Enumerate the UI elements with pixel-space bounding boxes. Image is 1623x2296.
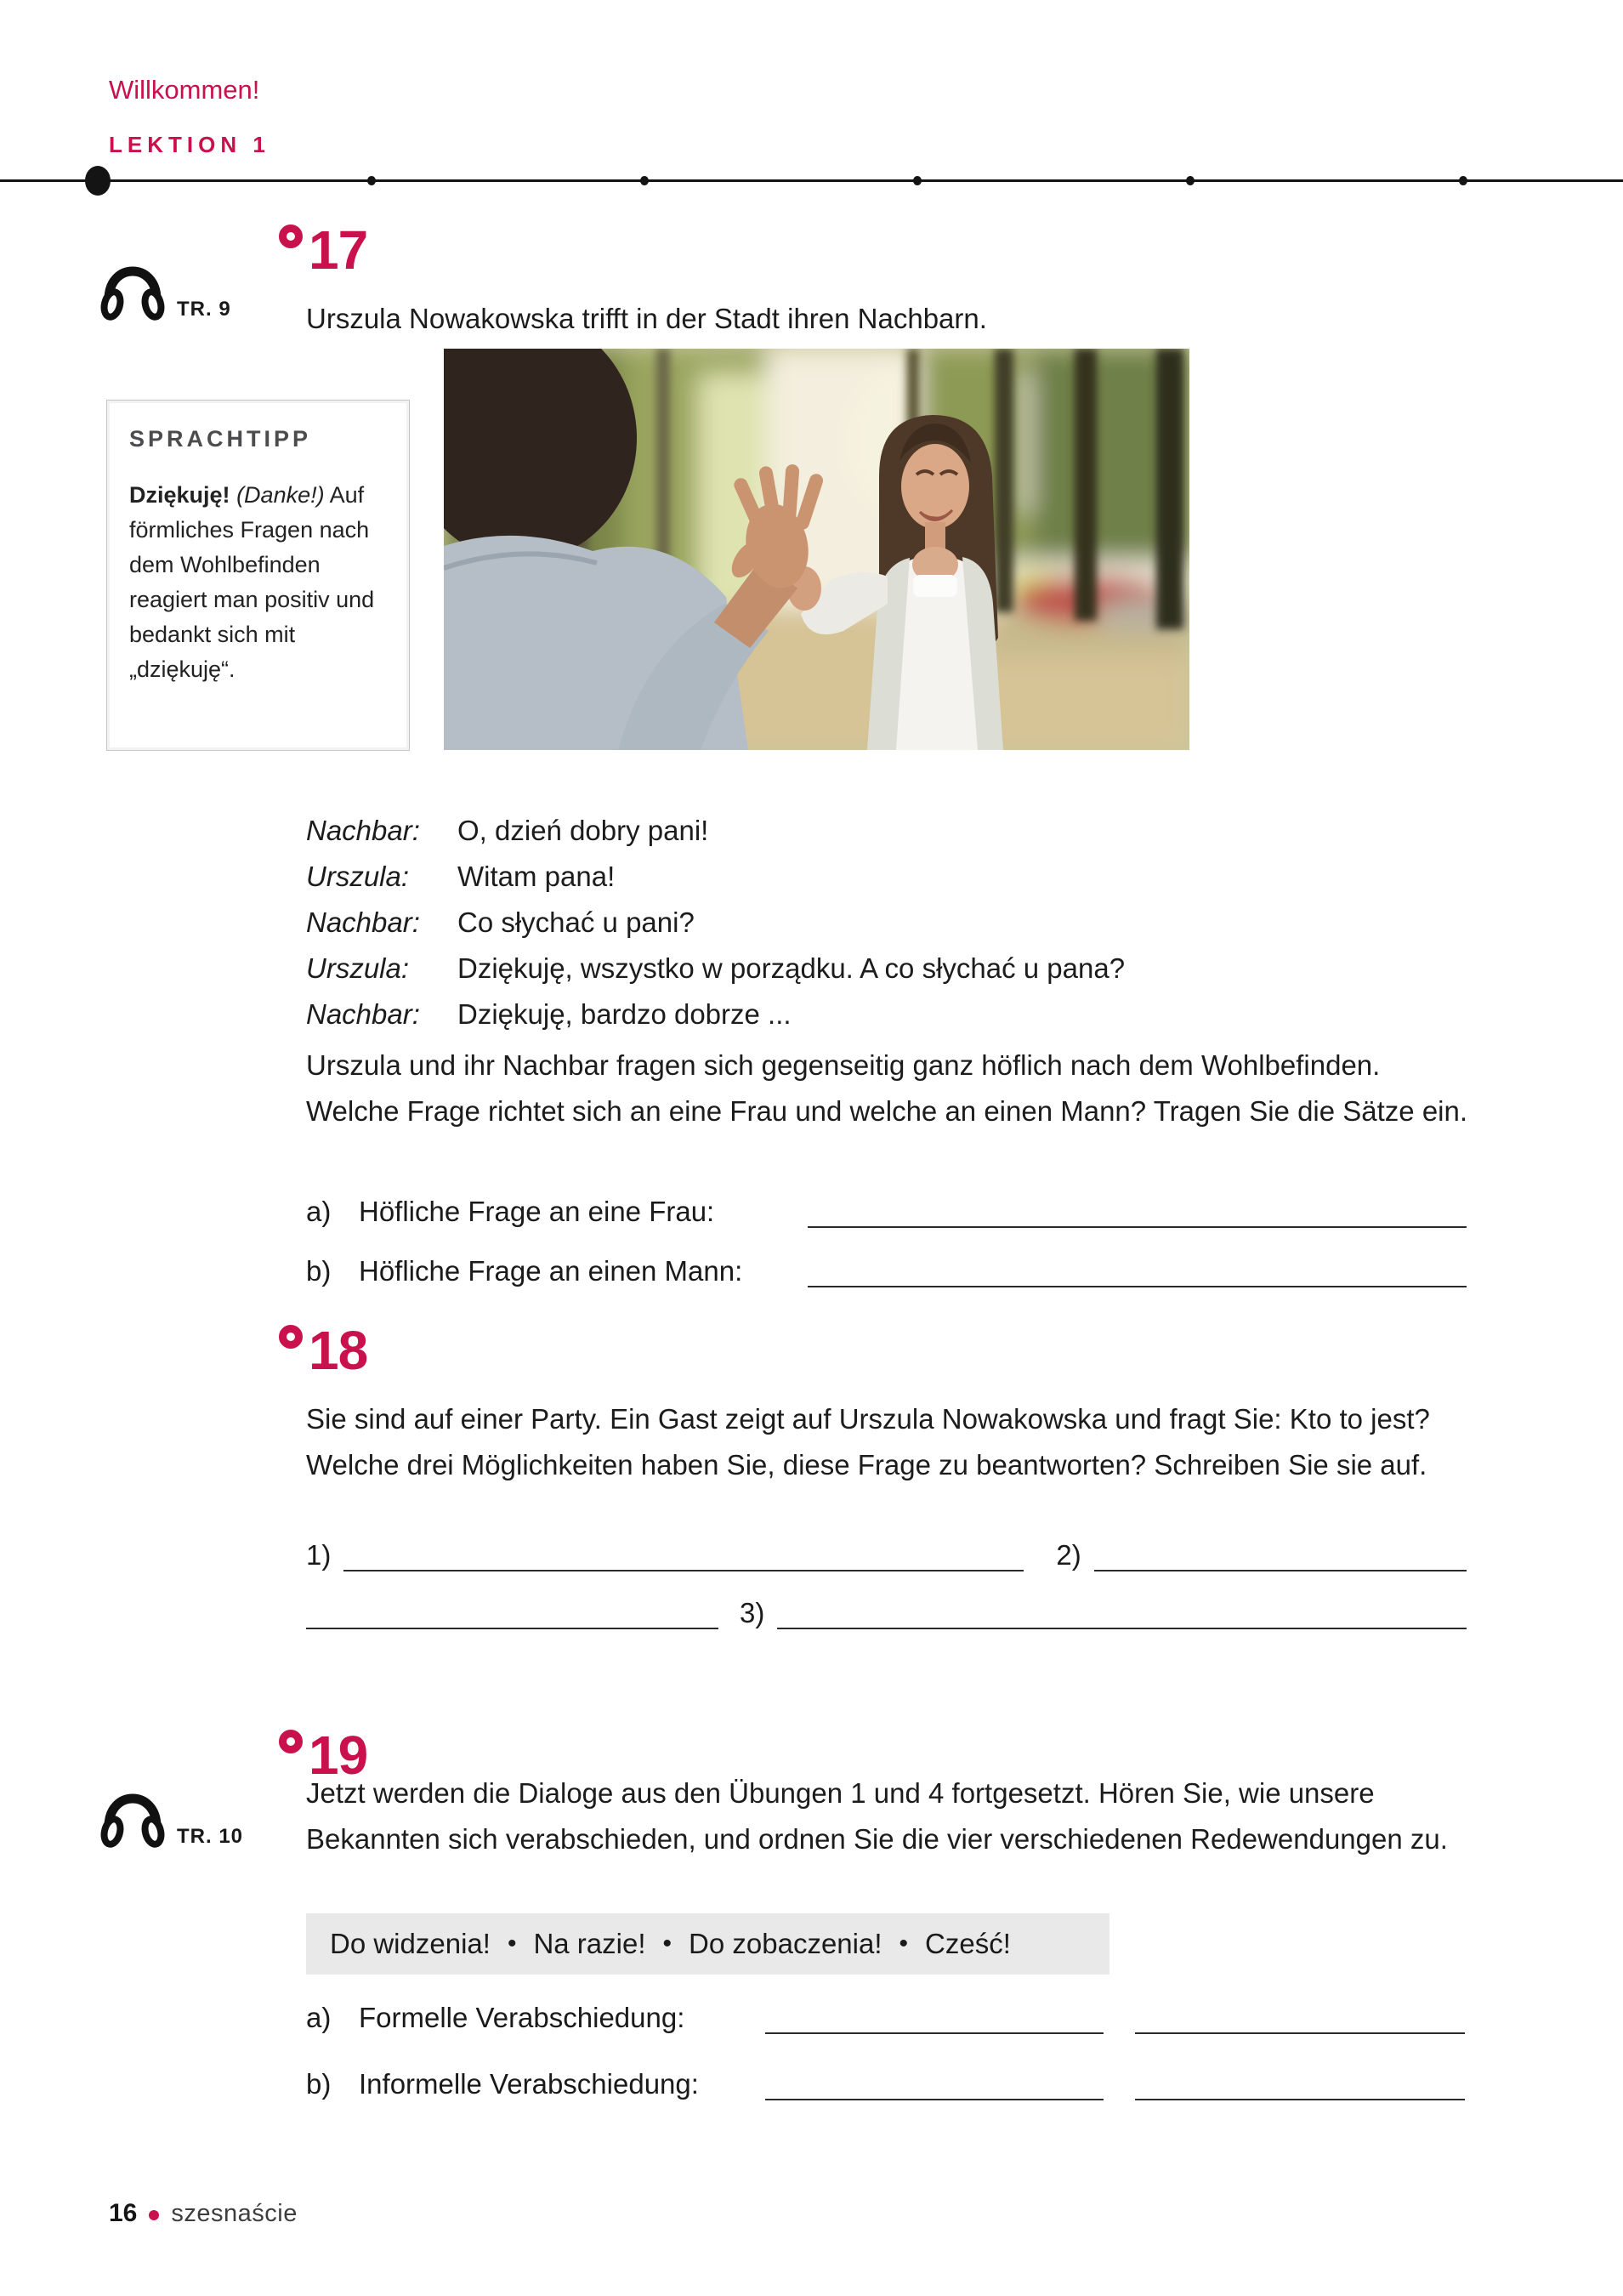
audio-track-9 bbox=[100, 247, 231, 323]
lesson-label: LEKTION 1 bbox=[109, 132, 270, 157]
track-label: TR. 9 bbox=[177, 298, 231, 321]
answer-row-b bbox=[306, 1247, 1467, 1287]
speaker: Nachbar: bbox=[306, 906, 420, 938]
answer-blank-line bbox=[808, 1192, 1467, 1228]
exercise-18-task: Sie sind auf einer Party. Ein Gast zeigt auf Urszula Nowakowska und fragt Sie: Kto to jest? Welche drei Möglichkeiten haben Sie, diese Frage zu beantworten? Schreiben Sie sie auf. bbox=[306, 1403, 1430, 1480]
speaker: Nachbar: bbox=[306, 815, 420, 846]
answer-blank-line bbox=[765, 1998, 1104, 2034]
item-text: Informelle Verabschiedung: bbox=[359, 2068, 699, 2100]
headphones-icon bbox=[100, 1774, 165, 1850]
phrase: Na razie! bbox=[533, 1928, 646, 1959]
exercise-number-text: 19 bbox=[309, 1725, 368, 1786]
rule-big-dot bbox=[85, 166, 111, 196]
answer-blank-line bbox=[808, 1252, 1467, 1287]
item-text: Formelle Verabschiedung: bbox=[359, 2002, 685, 2033]
speaker: Urszula: bbox=[306, 861, 410, 892]
answer-blank-line bbox=[1135, 2065, 1465, 2100]
answer-blank-line bbox=[1135, 1998, 1465, 2034]
exercise-18-number bbox=[279, 1320, 368, 1381]
phrase: Do zobaczenia! bbox=[689, 1928, 882, 1959]
utterance: Dziękuję, bardzo dobrze ... bbox=[457, 998, 792, 1030]
footer-dot-icon bbox=[149, 2210, 159, 2220]
answer-row-a bbox=[306, 1993, 1467, 2034]
exercise-ring-icon bbox=[279, 224, 303, 248]
rule-dot bbox=[1186, 176, 1195, 185]
answer-row-a bbox=[306, 1187, 1467, 1228]
utterance: Witam pana! bbox=[457, 861, 616, 892]
blank-label: 1) bbox=[306, 1539, 332, 1571]
speaker: Nachbar: bbox=[306, 998, 420, 1030]
bullet-separator-icon: • bbox=[899, 1929, 909, 1958]
utterance: Dziękuję, wszystko w porządku. A co słychać u pana? bbox=[457, 952, 1126, 984]
phrase: Cześć! bbox=[925, 1928, 1011, 1959]
exercise-17-task: Urszula und ihr Nachbar fragen sich gegenseitig ganz höflich nach dem Wohlbefinden. Welche Frage richtet sich an eine Frau und welche an einen Mann? Tragen Sie die Sätze ein. bbox=[306, 1049, 1468, 1127]
item-text: Höfliche Frage an einen Mann: bbox=[359, 1255, 743, 1287]
page-title: Willkommen! bbox=[109, 75, 260, 105]
exercise-number-text: 18 bbox=[309, 1320, 368, 1381]
bullet-separator-icon: • bbox=[662, 1929, 672, 1958]
item-label: b) bbox=[306, 2068, 332, 2100]
rule-dot bbox=[640, 176, 649, 185]
answer-blank-line bbox=[343, 1536, 1024, 1571]
photo-illustration bbox=[444, 349, 1189, 750]
exercise-17-intro: Urszula Nowakowska trifft in der Stadt ihren Nachbarn. bbox=[306, 303, 987, 334]
page-number: 16 bbox=[109, 2199, 138, 2227]
answer-blank-line bbox=[1094, 1536, 1467, 1571]
answer-blank-line bbox=[765, 2065, 1104, 2100]
exercise-17-number bbox=[279, 219, 368, 281]
exercise-ring-icon bbox=[279, 1730, 303, 1753]
page-footer bbox=[109, 2199, 298, 2228]
dialogue-row bbox=[306, 808, 1125, 854]
bullet-separator-icon: • bbox=[507, 1929, 517, 1958]
phrase: Do widzenia! bbox=[330, 1928, 491, 1959]
dialogue-row bbox=[306, 854, 1125, 900]
sprachtipp-text: Auf förmliches Fragen nach dem Wohlbefinden reagiert man positiv und bedankt sich mit „dziękuję“. bbox=[129, 482, 375, 682]
item-label: b) bbox=[306, 1255, 332, 1287]
dialogue-row bbox=[306, 946, 1125, 992]
blank-label: 2) bbox=[1056, 1539, 1081, 1571]
utterance: Co słychać u pani? bbox=[457, 906, 695, 938]
phrase-choice-box bbox=[306, 1913, 1109, 1975]
answer-blank-line bbox=[777, 1594, 1467, 1629]
rule-dot bbox=[1459, 176, 1467, 185]
speaker: Urszula: bbox=[306, 952, 410, 984]
answer-row-b bbox=[306, 2060, 1467, 2100]
exercise-number-text: 17 bbox=[309, 219, 368, 281]
sprachtipp-body bbox=[129, 478, 384, 687]
blank-label: 3) bbox=[740, 1597, 765, 1628]
track-label: TR. 10 bbox=[177, 1825, 244, 1848]
sprachtipp-translation: (Danke!) bbox=[236, 482, 325, 508]
dialogue-row bbox=[306, 900, 1125, 946]
sprachtipp-box bbox=[106, 400, 410, 751]
sprachtipp-term: Dziękuję! bbox=[129, 482, 230, 508]
blank-row-1-2 bbox=[306, 1531, 1467, 1571]
header-rule bbox=[0, 179, 1623, 182]
utterance: O, dzień dobry pani! bbox=[457, 815, 709, 846]
dialogue-row bbox=[306, 992, 1125, 1037]
sprachtipp-heading: SPRACHTIPP bbox=[129, 426, 312, 452]
exercise-ring-icon bbox=[279, 1325, 303, 1349]
street-greeting-photo bbox=[444, 349, 1189, 750]
page-number-word: szesnaście bbox=[171, 2199, 298, 2227]
blank-row-3 bbox=[306, 1588, 1467, 1629]
rule-dot bbox=[913, 176, 922, 185]
item-label: a) bbox=[306, 1196, 332, 1227]
audio-track-10 bbox=[100, 1774, 243, 1850]
item-label: a) bbox=[306, 2002, 332, 2033]
exercise-19-task: Jetzt werden die Dialoge aus den Übungen 1 und 4 fortgesetzt. Hören Sie, wie unsere Bekannten sich verabschieden, und ordnen Sie die vier verschiedenen Redewendungen zu. bbox=[306, 1777, 1448, 1855]
answer-blank-line bbox=[306, 1594, 718, 1629]
item-text: Höfliche Frage an eine Frau: bbox=[359, 1196, 715, 1227]
dialogue bbox=[306, 808, 1125, 1037]
rule-dot bbox=[367, 176, 376, 185]
headphones-icon bbox=[100, 247, 165, 323]
